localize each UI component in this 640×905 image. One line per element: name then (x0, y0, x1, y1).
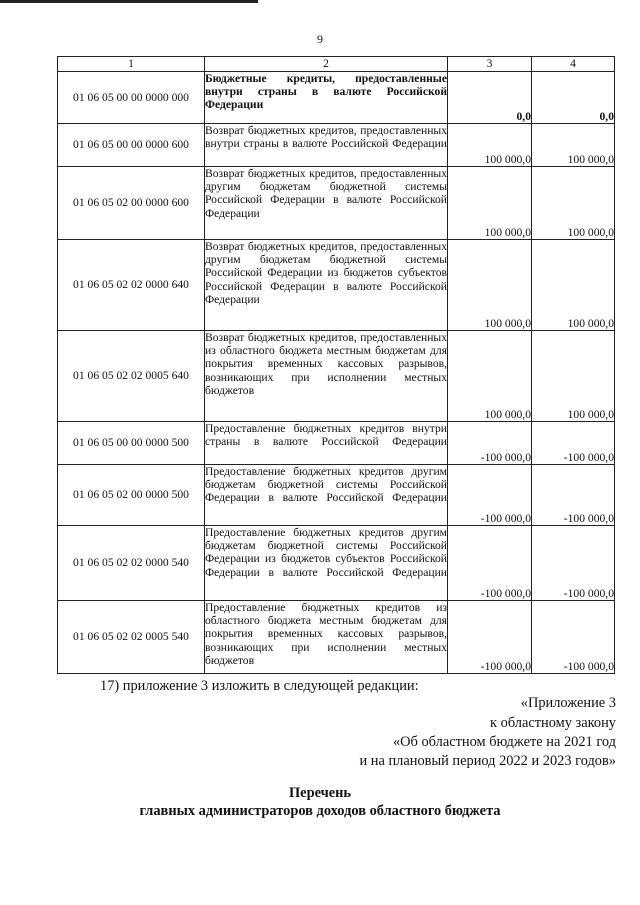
row-value-2022: -100 000,0 (448, 601, 532, 674)
budget-credits-table (57, 56, 615, 674)
row-value-2023: 100 000,0 (532, 124, 615, 167)
row-value-2023: -100 000,0 (532, 422, 615, 465)
table-row (58, 526, 615, 601)
column-header-4: 4 (532, 57, 615, 72)
row-code: 01 06 05 02 02 0000 640 (58, 240, 205, 331)
row-name: Возврат бюджетных кредитов, предоставленных другим бюджетам бюджетной системы Российской Федерации в валюте Российской Федерации (205, 167, 448, 240)
row-value-2022: 100 000,0 (448, 240, 532, 331)
row-value-2023: -100 000,0 (532, 526, 615, 601)
row-value-2022: -100 000,0 (448, 465, 532, 526)
row-code: 01 06 05 02 00 0000 600 (58, 167, 205, 240)
table-row (58, 331, 615, 422)
table-row (58, 240, 615, 331)
row-value-2023: 0,0 (532, 72, 615, 124)
column-header-3: 3 (448, 57, 532, 72)
row-name: Возврат бюджетных кредитов, предоставленных из областного бюджета местным бюджетам для покрытия временных кассовых разрывов, возникающих при исполнении местных бюджетов (205, 331, 448, 422)
row-name: Бюджетные кредиты, предоставленные внутри страны в валюте Российской Федерации (205, 72, 448, 124)
row-name: Предоставление бюджетных кредитов другим бюджетам бюджетной системы Российской Федерации в валюте Российской Федерации (205, 465, 448, 526)
table-row (58, 422, 615, 465)
table-row (58, 72, 615, 124)
appendix-header-line-2: к областному закону (490, 715, 616, 731)
row-value-2023: 100 000,0 (532, 167, 615, 240)
row-name: Предоставление бюджетных кредитов из областного бюджета местным бюджетам для покрытия временных кассовых разрывов, возникающих при исполнении местных бюджетов (205, 601, 448, 674)
row-value-2022: -100 000,0 (448, 422, 532, 465)
scan-edge-line (0, 0, 258, 3)
table-row (58, 465, 615, 526)
row-code: 01 06 05 02 02 0005 640 (58, 331, 205, 422)
row-value-2023: -100 000,0 (532, 465, 615, 526)
row-value-2022: 100 000,0 (448, 124, 532, 167)
appendix-header-line-1: «Приложение 3 (520, 695, 616, 711)
row-name: Предоставление бюджетных кредитов другим бюджетам бюджетной системы Российской Федерации из бюджетов субъектов Российской Федерации в валюте Российской Федерации (205, 526, 448, 601)
row-code: 01 06 05 02 02 0005 540 (58, 601, 205, 674)
row-value-2022: 100 000,0 (448, 167, 532, 240)
row-code: 01 06 05 00 00 0000 500 (58, 422, 205, 465)
row-code: 01 06 05 02 02 0000 540 (58, 526, 205, 601)
column-header-1: 1 (58, 57, 205, 72)
row-name: Возврат бюджетных кредитов, предоставленных внутри страны в валюте Российской Федерации (205, 124, 448, 167)
appendix-header-line-4: и на плановый период 2022 и 2023 годов» (359, 753, 616, 769)
row-code: 01 06 05 00 00 0000 000 (58, 72, 205, 124)
table-header-row (58, 57, 615, 72)
page-number: 9 (317, 32, 323, 46)
row-value-2022: 0,0 (448, 72, 532, 124)
table-row (58, 601, 615, 674)
row-value-2023: 100 000,0 (532, 331, 615, 422)
row-value-2022: 100 000,0 (448, 331, 532, 422)
row-value-2023: 100 000,0 (532, 240, 615, 331)
table-row (58, 167, 615, 240)
amendment-item-17: 17) приложение 3 изложить в следующей редакции: (100, 678, 419, 694)
column-header-2: 2 (205, 57, 448, 72)
row-name: Возврат бюджетных кредитов, предоставленных другим бюджетам бюджетной системы Российской Федерации из бюджетов субъектов Российской Федерации в валюте Российской Федерации (205, 240, 448, 331)
table-row (58, 124, 615, 167)
row-value-2023: -100 000,0 (532, 601, 615, 674)
row-code: 01 06 05 02 00 0000 500 (58, 465, 205, 526)
row-value-2022: -100 000,0 (448, 526, 532, 601)
list-subtitle: главных администраторов доходов областного бюджета (139, 803, 501, 819)
list-title: Перечень (288, 785, 352, 801)
appendix-header-line-3: «Об областном бюджете на 2021 год (392, 734, 616, 750)
row-name: Предоставление бюджетных кредитов внутри страны в валюте Российской Федерации (205, 422, 448, 465)
row-code: 01 06 05 00 00 0000 600 (58, 124, 205, 167)
